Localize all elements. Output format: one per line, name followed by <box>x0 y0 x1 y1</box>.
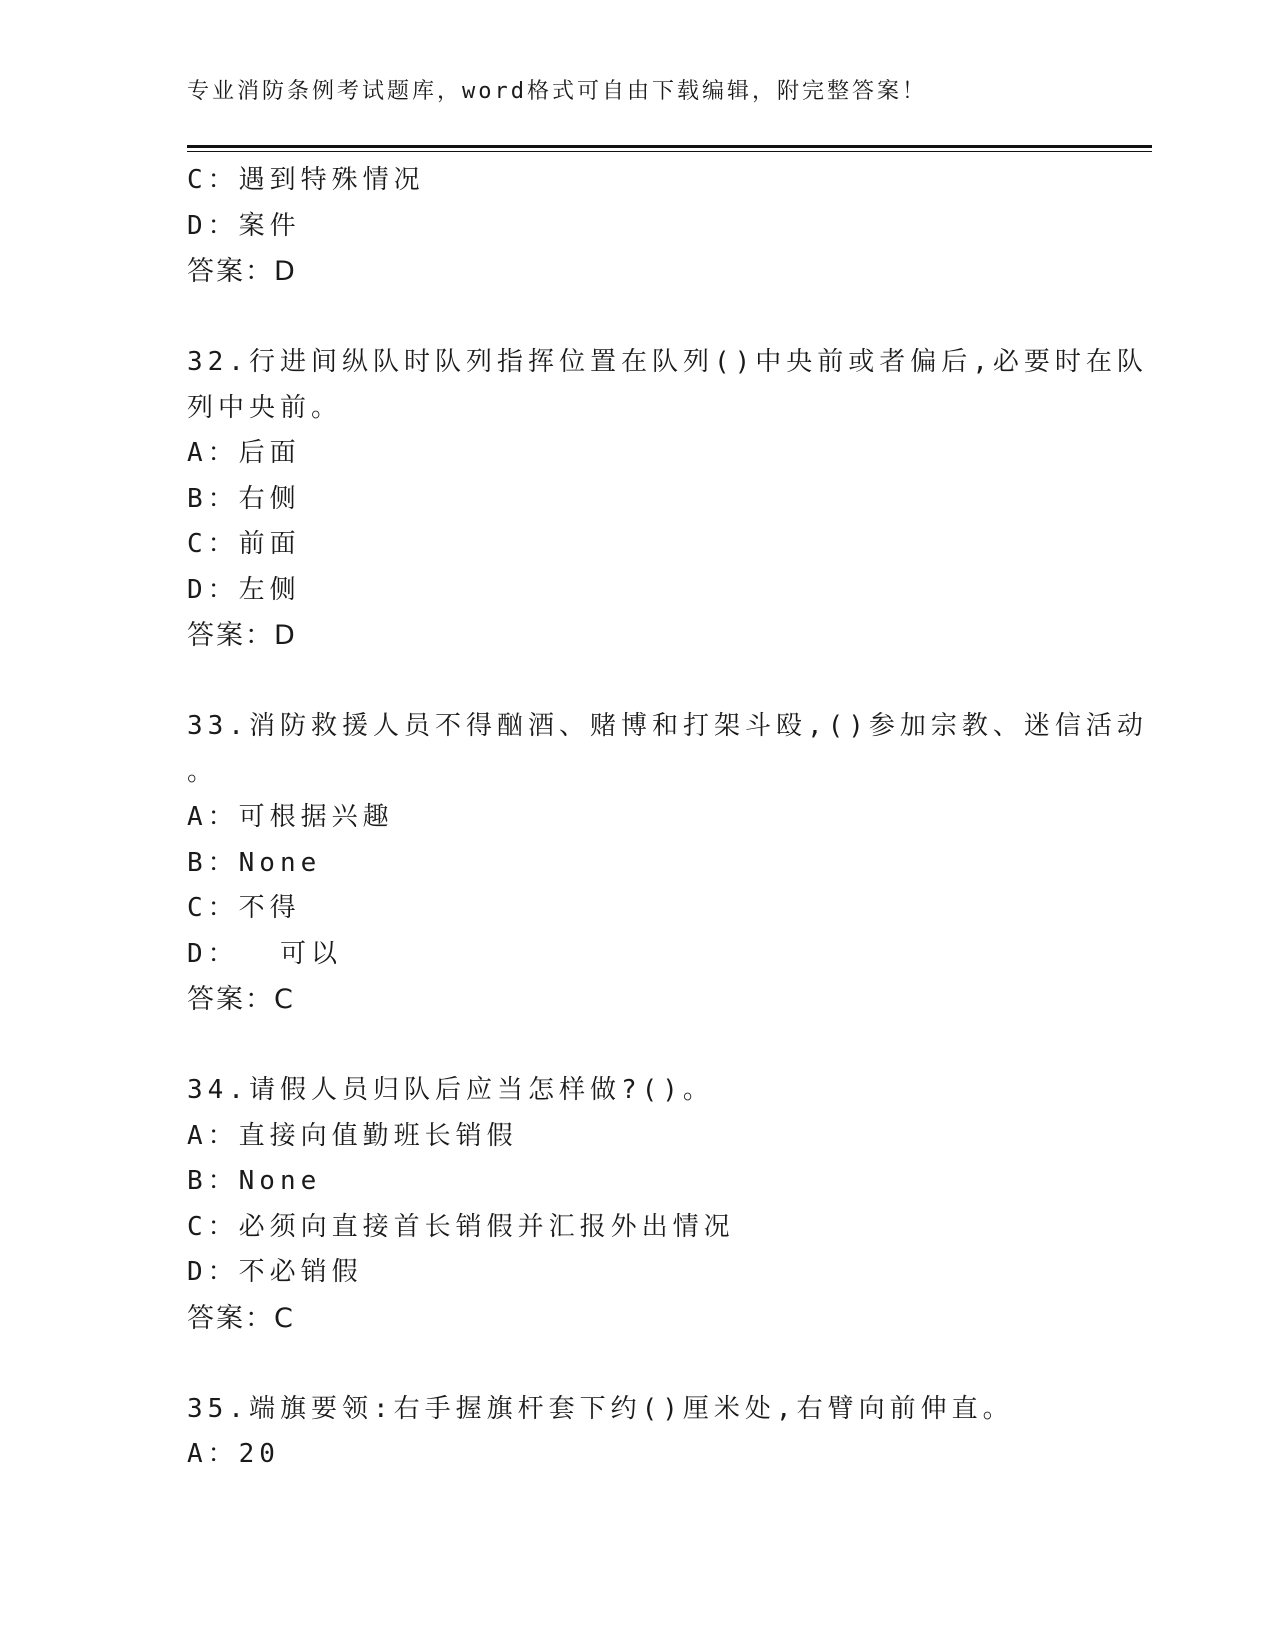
answer-line: 答案：C <box>187 984 295 1015</box>
question-stem-line: 列中央前。 <box>187 392 343 423</box>
spacer <box>187 659 1067 705</box>
question-stem-line: 35.端旗要领:右手握旗杆套下约()厘米处,右臂向前伸直。 <box>187 1393 1014 1424</box>
question-35 <box>187 1387 1067 1478</box>
question-32 <box>187 340 1148 659</box>
option-a: A：直接向值勤班长销假 <box>187 1120 518 1151</box>
question-34 <box>187 1068 1067 1341</box>
spacer <box>187 295 1067 341</box>
question-stem-line: 33.消防救援人员不得酗酒、赌博和打架斗殴,()参加宗教、迷信活动 <box>187 711 1148 741</box>
page-header-title: 专业消防条例考试题库，word格式可自由下载编辑，附完整答案！ <box>187 79 927 104</box>
option-a: A：20 <box>187 1439 280 1469</box>
question-stem-line: 34.请假人员归队后应当怎样做?()。 <box>187 1075 714 1105</box>
spacer <box>187 1023 1067 1069</box>
question-stem-line: 32.行进间纵队时队列指挥位置在队列()中央前或者偏后,必要时在队 <box>187 347 1148 377</box>
spacer <box>187 1341 1067 1387</box>
option-b: B：None <box>187 1166 322 1196</box>
option-c: C：必须向直接首长销假并汇报外出情况 <box>187 1211 735 1242</box>
answer-line: 答案：D <box>187 256 297 287</box>
option-d: D：不必销假 <box>187 1257 363 1287</box>
header-divider-thick <box>187 145 1152 148</box>
option-b: B：None <box>187 847 322 878</box>
option-c: C：遇到特殊情况 <box>187 165 425 195</box>
option-d: D： 可以 <box>187 938 342 969</box>
option-a: A：后面 <box>187 438 301 468</box>
question-stem-line: 。 <box>187 756 219 787</box>
option-b: B：右侧 <box>187 483 301 514</box>
option-c: C：前面 <box>187 529 301 559</box>
question-31-fragment <box>187 158 1067 295</box>
option-a: A：可根据兴趣 <box>187 802 394 832</box>
answer-line: 答案：C <box>187 1302 295 1334</box>
question-33 <box>187 704 1148 1023</box>
answer-line: 答案：D <box>187 620 297 651</box>
option-c: C：不得 <box>187 893 301 923</box>
question-content <box>187 158 1148 1478</box>
header-divider-thin <box>187 151 1152 152</box>
option-d: D：左侧 <box>187 574 301 605</box>
option-d: D：案件 <box>187 210 301 241</box>
